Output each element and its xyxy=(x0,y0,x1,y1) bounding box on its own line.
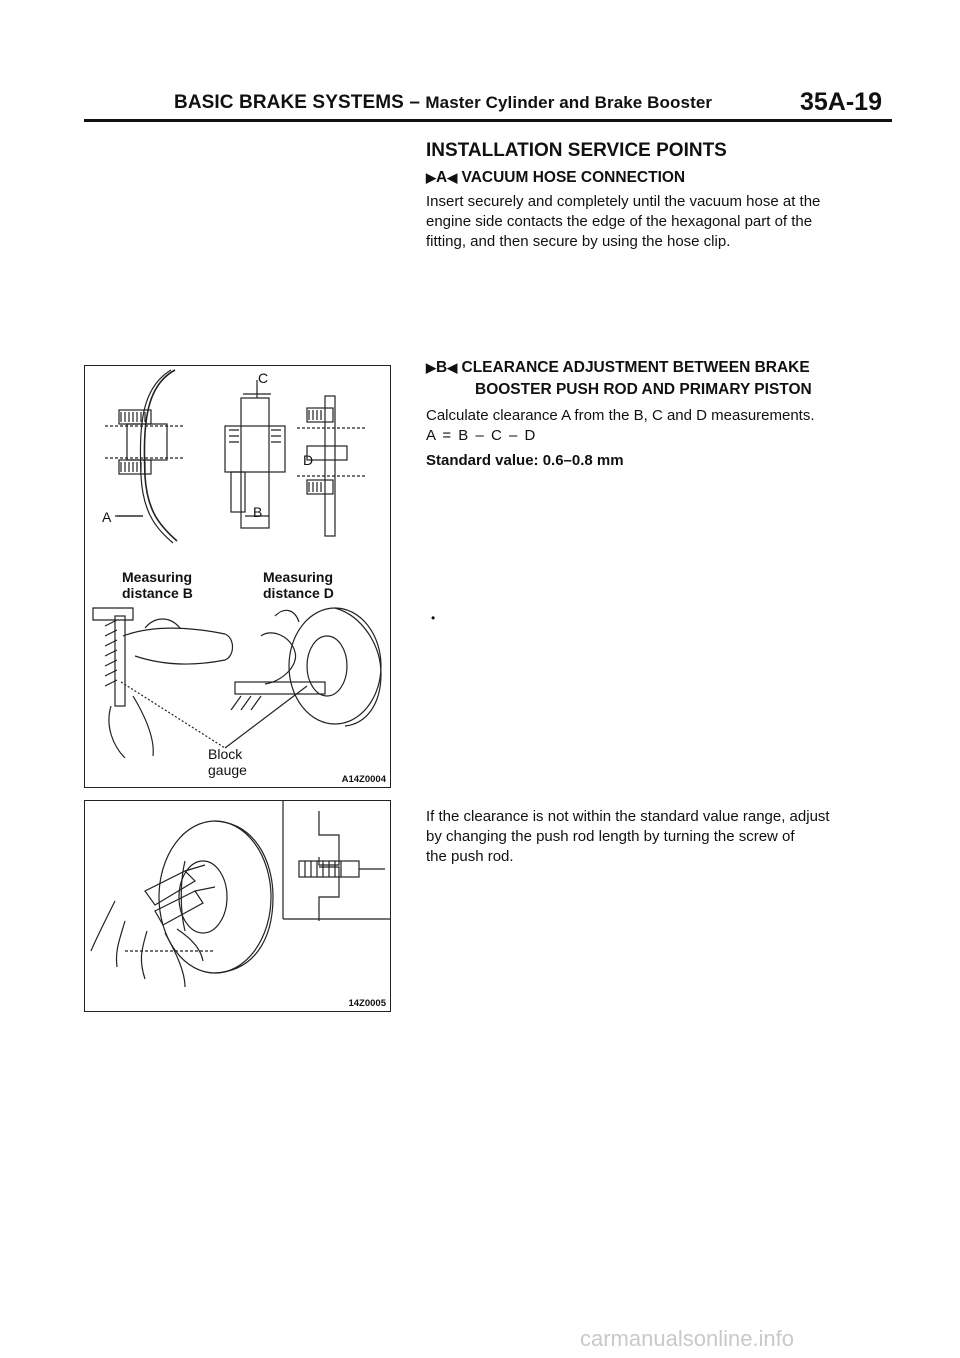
text-line: fitting, and then secure by using the hose clip. xyxy=(426,233,731,250)
fig1-measuring-b-label xyxy=(122,569,193,601)
left-triangle-icon: ◀ xyxy=(447,170,458,185)
point-a-marker: A xyxy=(436,169,448,186)
text-line: Measuring xyxy=(263,569,334,585)
text-line: gauge xyxy=(208,762,247,778)
point-b-formula: A = B – C – D xyxy=(426,427,536,444)
point-b-marker: B xyxy=(436,359,448,376)
fig1-label-b: B xyxy=(253,504,263,520)
stray-mark: • xyxy=(431,611,436,625)
fig1-label-a: A xyxy=(102,509,112,525)
text-line: Block xyxy=(208,746,243,762)
footer-watermark: carmanualsonline.info xyxy=(580,1326,795,1351)
right-triangle-icon: ▶ xyxy=(426,360,436,375)
figure-push-rod-adjustment xyxy=(84,800,391,1012)
fig1-code: A14Z0004 xyxy=(341,774,386,785)
point-a-paragraph xyxy=(426,192,886,252)
page-number: 35A-19 xyxy=(800,88,882,116)
page-header-title xyxy=(174,92,712,114)
text-line: If the clearance is not within the standard value range, adjust xyxy=(426,808,830,825)
point-a-title: VACUUM HOSE CONNECTION xyxy=(461,169,686,186)
text-line: by changing the push rod length by turning the screw of xyxy=(426,828,795,845)
fig1-label-c: C xyxy=(258,370,269,386)
header-subsection: Master Cylinder and Brake Booster xyxy=(425,93,713,112)
fig1-label-d: D xyxy=(303,452,314,468)
text-line: engine side contacts the edge of the hexagonal part of the xyxy=(426,213,813,230)
adjust-paragraph xyxy=(426,807,886,867)
point-b-title-line2: BOOSTER PUSH ROD AND PRIMARY PISTON xyxy=(475,381,812,398)
right-triangle-icon: ▶ xyxy=(426,170,436,185)
section-title: INSTALLATION SERVICE POINTS xyxy=(426,140,727,161)
fig1-block-gauge-label xyxy=(208,746,247,778)
fig1-measuring-d-label xyxy=(263,569,334,601)
header-divider xyxy=(84,119,892,122)
figure-clearance-measurement xyxy=(84,365,391,788)
header-section: BASIC BRAKE SYSTEMS xyxy=(174,92,404,113)
point-b-calc-line: Calculate clearance A from the B, C and D measurements. xyxy=(426,407,815,424)
point-b-title-line1: CLEARANCE ADJUSTMENT BETWEEN BRAKE xyxy=(461,359,810,376)
text-line: distance D xyxy=(263,585,334,601)
fig2-code: 14Z0005 xyxy=(348,998,386,1009)
text-line: distance B xyxy=(122,585,193,601)
point-a-heading xyxy=(426,169,685,187)
text-line: the push rod. xyxy=(426,848,514,865)
standard-value: Standard value: 0.6–0.8 mm xyxy=(426,452,624,469)
point-b-heading xyxy=(426,359,810,377)
header-dash: – xyxy=(409,92,420,113)
text-line: Measuring xyxy=(122,569,193,585)
left-triangle-icon: ◀ xyxy=(447,360,458,375)
push-rod-adjustment-drawing xyxy=(85,801,390,1011)
text-line: Insert securely and completely until the vacuum hose at the xyxy=(426,193,821,210)
